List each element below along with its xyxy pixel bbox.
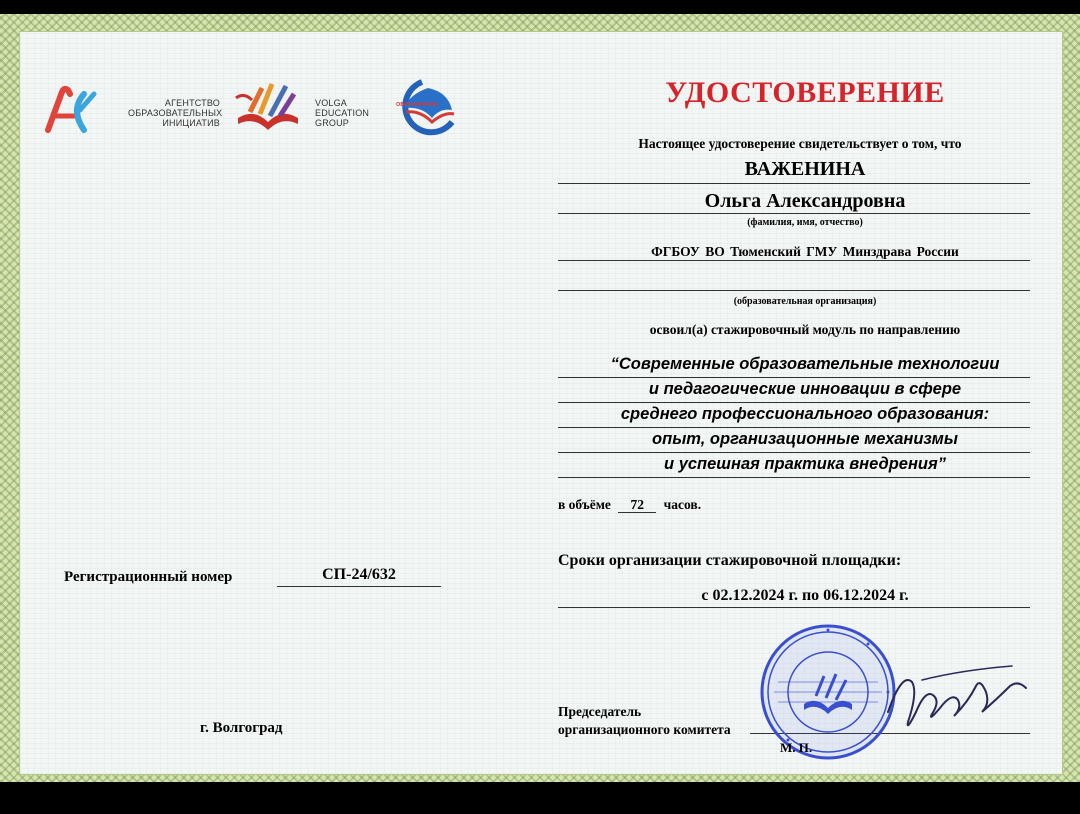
hours-value: 72 (618, 498, 656, 513)
agency-logo-text (128, 98, 223, 128)
registration-label: Регистрационный номер (64, 569, 233, 585)
program-line-5: и успешная практика внедрения” (664, 455, 946, 473)
registration-number: СП-24/632 (322, 566, 396, 583)
program-line-4: опыт, организационные механизмы (652, 430, 958, 448)
agency-logo-icon (40, 80, 100, 140)
volga-line-2: EDUCATION (315, 108, 370, 118)
intro-text: Настоящее удостоверение свидетельствует о том, что (638, 136, 962, 151)
city: г. Волгоград (200, 720, 283, 736)
chair-line-2: организационного комитета (558, 722, 731, 737)
dates-text: с 02.12.2024 г. по 06.12.2024 г. (701, 587, 909, 604)
registration-underline (277, 586, 441, 587)
volga-book-logo-icon (232, 78, 304, 136)
volga-logo-text (315, 98, 369, 128)
organization-note: (образовательная организация) (733, 296, 877, 307)
organization-underline (558, 260, 1030, 261)
chair-line-1: Председатель (558, 704, 642, 719)
program-underline-5 (558, 477, 1030, 478)
agency-line-1: АГЕНТСТВО (164, 98, 220, 108)
surname: ВАЖЕНИНА (744, 158, 866, 180)
certificate-page (0, 14, 1080, 782)
program-line-1: “Современные образовательные технологии (610, 355, 1000, 373)
volga-line-3: GROUP (315, 118, 350, 128)
dates-underline (558, 607, 1030, 608)
agency-line-3: ИНИЦИАТИВ (162, 118, 220, 128)
certificate-title: УДОСТОВЕРЕНИЕ (665, 76, 945, 109)
seal-place-mark: М. П. (780, 740, 813, 755)
education-logo-icon (392, 78, 462, 138)
terms-label: Сроки организации стажировочной площадки: (558, 552, 902, 569)
program-line-2: и педагогические инновации в сфере (648, 380, 962, 398)
surname-underline (558, 183, 1030, 184)
chair-title (558, 703, 731, 739)
volga-line-1: VOLGA (315, 98, 348, 108)
organization-underline-2 (558, 290, 1030, 291)
mastered-text: освоил(а) стажировочный модуль по направлению (649, 322, 961, 337)
program-line-3: среднего профессионального образования: (620, 405, 990, 423)
agency-line-2: ОБРАЗОВАТЕЛЬНЫХ (128, 108, 223, 118)
education-badge-text: ОБРАЗОВАНИЕ (396, 102, 439, 108)
given-names: Ольга Александровна (704, 190, 906, 212)
signature-icon (882, 652, 1032, 742)
hours-row (558, 497, 701, 513)
certificate-body (20, 32, 1062, 774)
names-underline (558, 213, 1030, 214)
organization-name: ФГБОУ ВО Тюменский ГМУ Минздрава России (651, 244, 959, 259)
hours-prefix: в объёме (558, 497, 611, 512)
hours-suffix: часов. (663, 497, 702, 512)
fio-note: (фамилия, имя, отчество) (747, 217, 863, 228)
official-seal-icon (758, 622, 898, 762)
